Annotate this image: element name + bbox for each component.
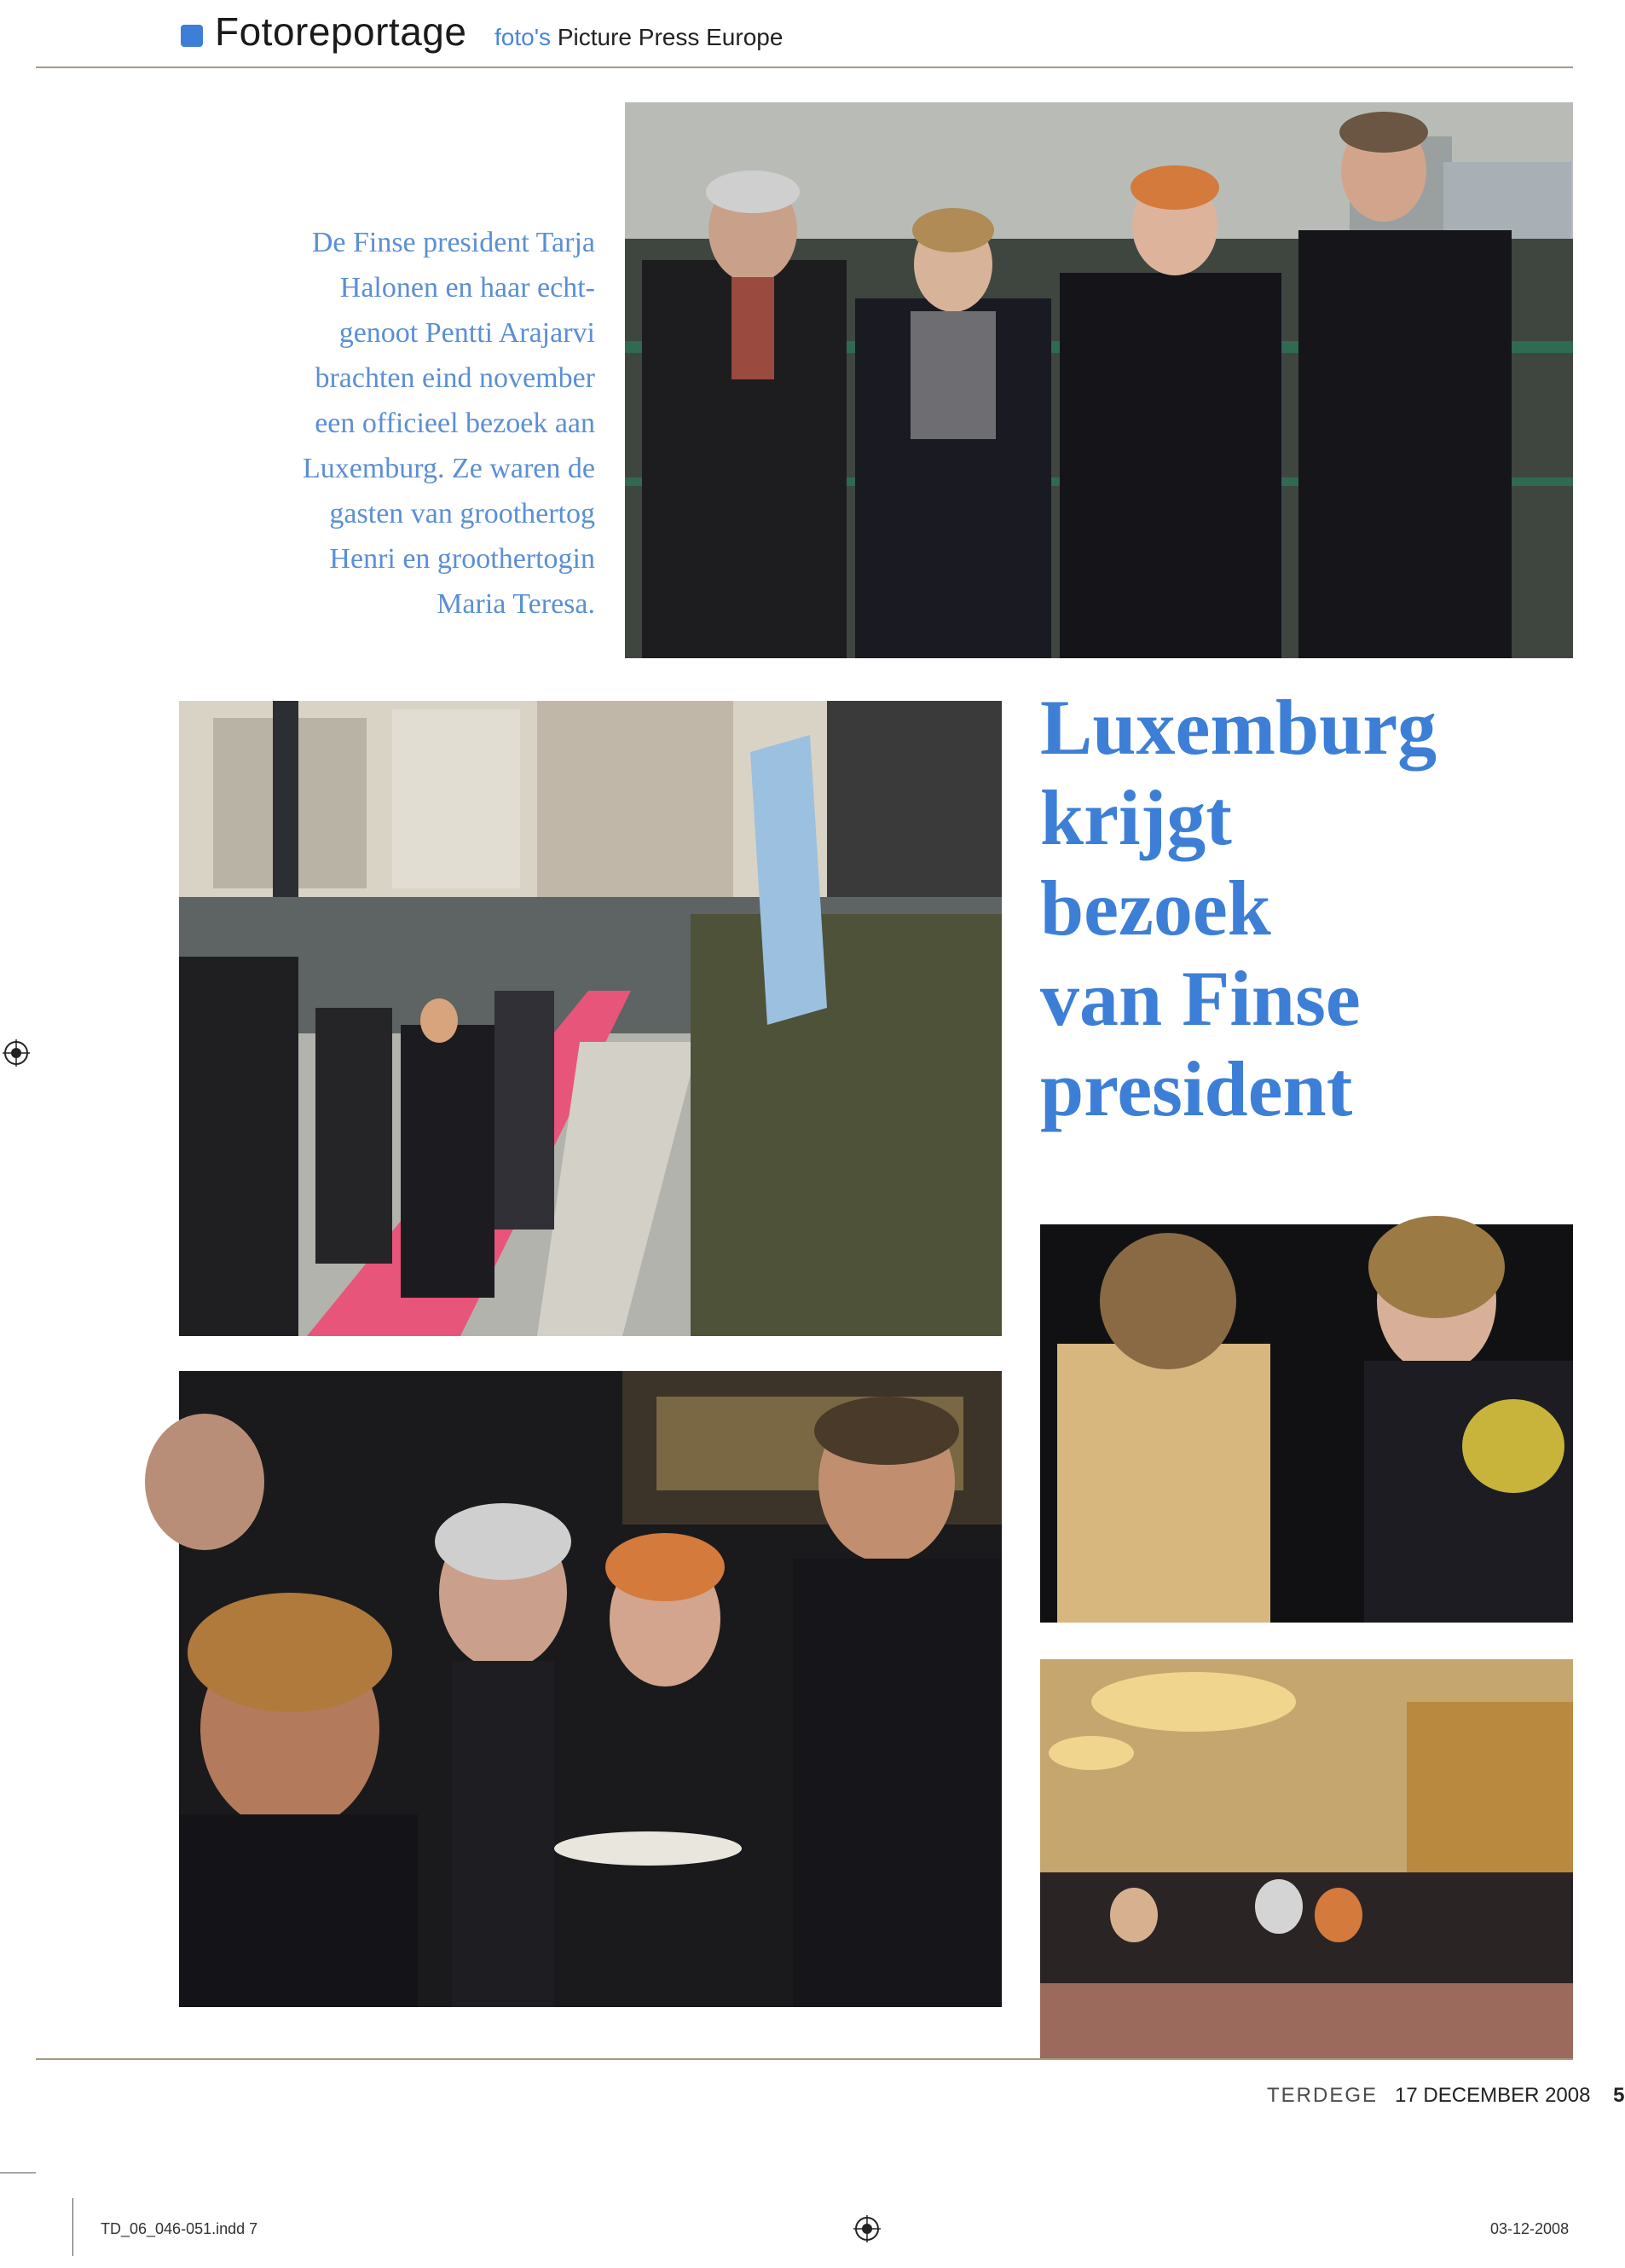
intro-paragraph: De Finse president Tarja Halonen en haar echt- genoot Pentti Arajarvi brachten eind november een officieel bezoek aan Luxemburg. Ze waren de gasten van groothertog Henri en groothertogin Maria Teresa. (302, 227, 595, 620)
photo-tasting-food (179, 1371, 1002, 2007)
article-headline: Luxemburg krijgt bezoek van Finse president (1040, 684, 1437, 1132)
photo-credit-name: Picture Press Europe (557, 24, 784, 50)
issue-date: 17 DECEMBER 2008 (1395, 2084, 1591, 2107)
top-rule (36, 67, 1573, 68)
photo-credit (494, 24, 783, 51)
photo-reception-hall (1040, 1659, 1573, 2058)
photo-boy-and-woman (1040, 1224, 1573, 1623)
photo-credit-label: foto's (494, 24, 552, 50)
section-square-icon (181, 25, 203, 47)
slug-filename: TD_06_046-051.indd 7 (101, 2220, 258, 2237)
registration-mark-icon (3, 1039, 30, 1067)
section-title: Fotoreportage (215, 9, 467, 54)
page-footer (1267, 2084, 1625, 2108)
bottom-rule (36, 2058, 1573, 2060)
registration-mark-icon (853, 2215, 881, 2242)
photo-dignitaries-at-railing (625, 102, 1573, 658)
slug-divider (72, 2198, 73, 2256)
slug-date: 03-12-2008 (1490, 2220, 1570, 2237)
magazine-name: TERDEGE (1267, 2084, 1379, 2107)
photo-red-carpet-parade (179, 701, 1002, 1336)
page-number: 5 (1613, 2084, 1625, 2107)
